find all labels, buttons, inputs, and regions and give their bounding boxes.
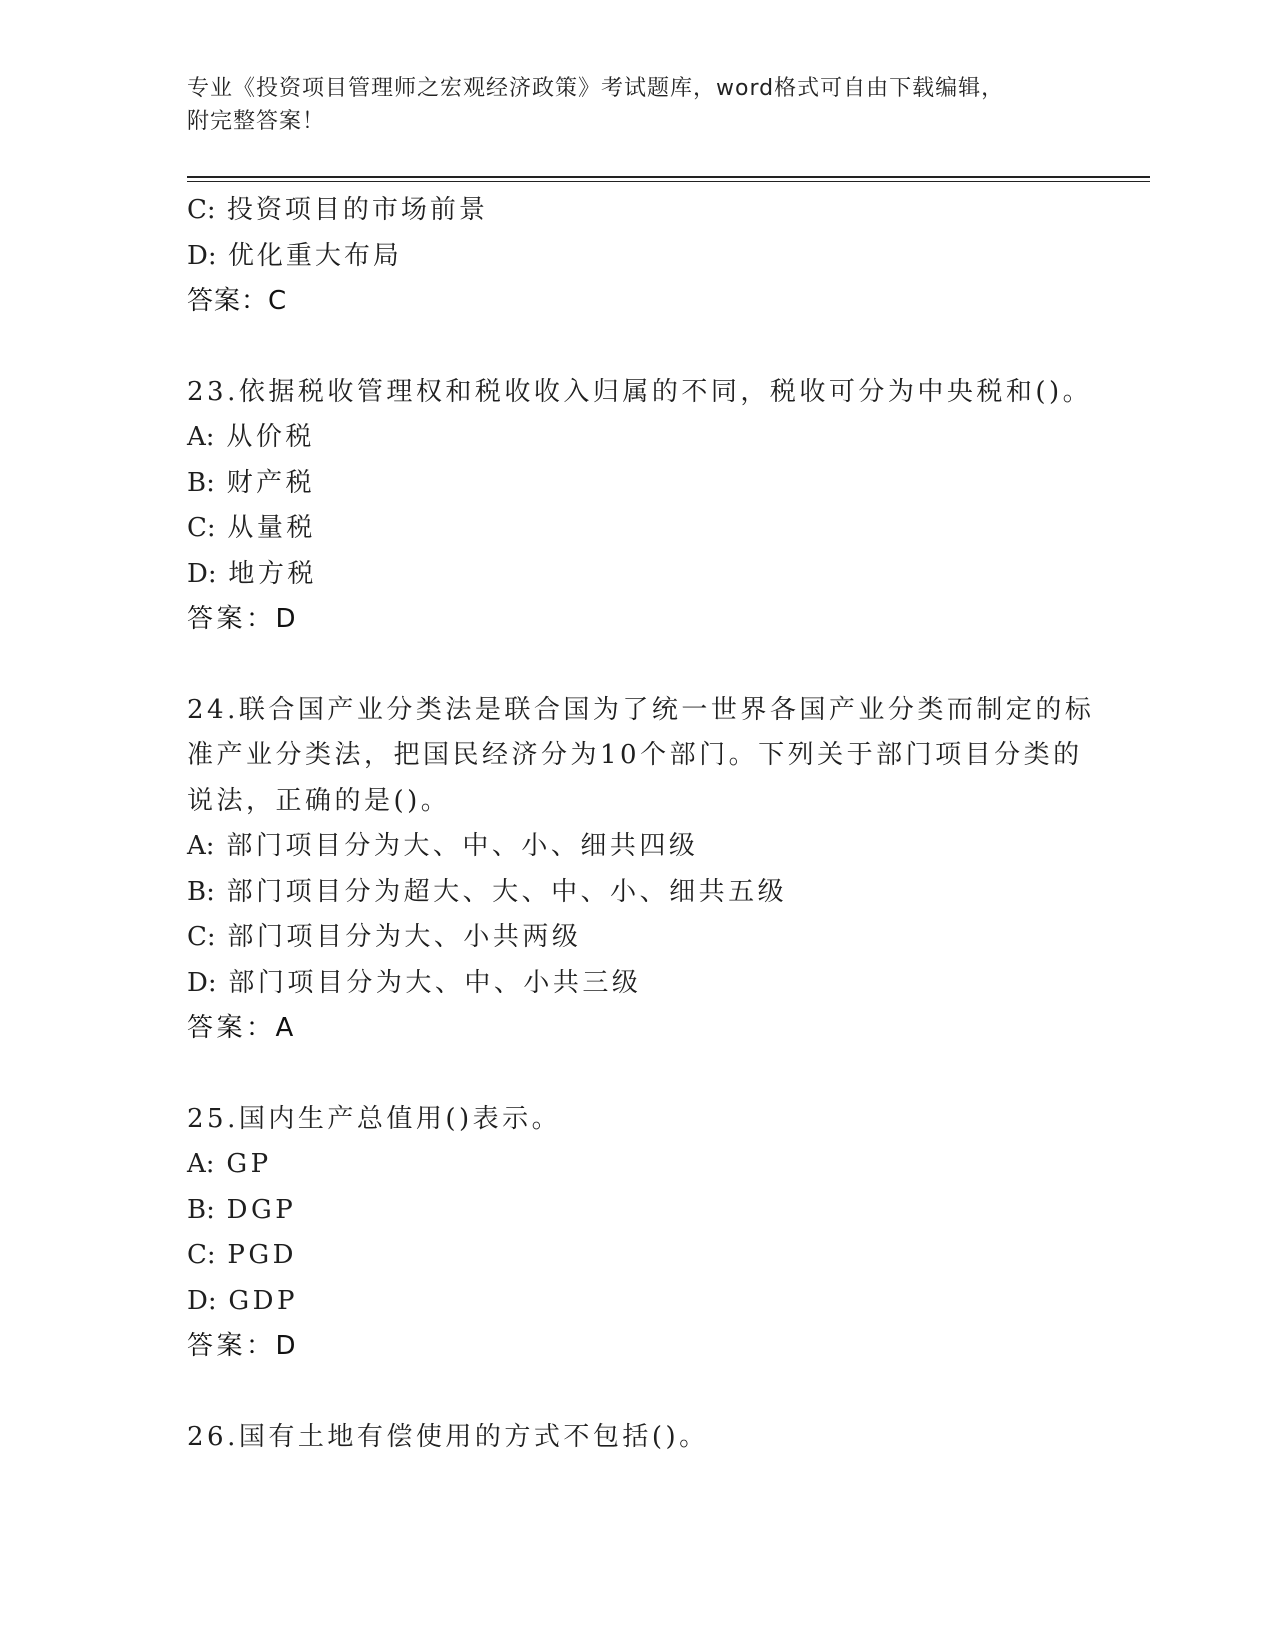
option-text: 财产税 bbox=[226, 467, 316, 498]
option-text: 部门项目分为大、中、小、细共四级 bbox=[226, 831, 699, 861]
answer-line: 答案：C bbox=[187, 286, 288, 316]
question-stem: 25.国内生产总值用()表示。 bbox=[187, 1103, 562, 1134]
option-line bbox=[187, 1233, 1087, 1279]
option-line bbox=[187, 1188, 1087, 1234]
option-line bbox=[187, 824, 1087, 870]
question-23 bbox=[187, 370, 1093, 643]
option-label: B: bbox=[187, 876, 215, 907]
header-line-1: 专业《投资项目管理师之宏观经济政策》考试题库，word格式可自由下载编辑， bbox=[187, 76, 1005, 101]
option-text: 从量税 bbox=[227, 513, 316, 543]
option-line bbox=[187, 1142, 1087, 1188]
question-stem: 准产业分类法，把国民经济分为10个部门。下列关于部门项目分类的 bbox=[187, 740, 1083, 770]
option-text: 投资项目的市场前景 bbox=[226, 195, 488, 225]
question-stem: 24.联合国产业分类法是联合国为了统一世界各国产业分类而制定的标 bbox=[187, 694, 1095, 725]
option-label: D: bbox=[187, 967, 217, 998]
option-label: A: bbox=[187, 422, 215, 452]
answer-line: 答案：D bbox=[187, 1331, 300, 1361]
option-line bbox=[187, 461, 1087, 507]
option-label: C: bbox=[187, 195, 216, 225]
option-line bbox=[187, 506, 1087, 552]
option-label: C: bbox=[187, 513, 216, 543]
option-line bbox=[187, 870, 1087, 916]
option-line bbox=[187, 234, 1087, 280]
option-text: 从价税 bbox=[226, 422, 315, 452]
option-label: B: bbox=[187, 1194, 215, 1225]
option-label: C: bbox=[187, 1240, 216, 1270]
document-header bbox=[187, 72, 1067, 138]
option-line bbox=[187, 1279, 1087, 1325]
question-24 bbox=[187, 688, 1095, 1052]
question-stem: 23.依据税收管理权和税收收入归属的不同，税收可分为中央税和()。 bbox=[187, 376, 1093, 407]
option-text: 部门项目分为大、中、小共三级 bbox=[228, 967, 642, 998]
option-label: B: bbox=[187, 467, 215, 498]
option-text: PGD bbox=[227, 1240, 298, 1270]
header-divider-thick bbox=[187, 176, 1150, 178]
question-stem: 说法，正确的是()。 bbox=[187, 785, 451, 816]
answer-line: 答案：A bbox=[187, 1013, 297, 1043]
option-line bbox=[187, 915, 1087, 961]
option-line bbox=[187, 188, 1087, 234]
question-stem: 26.国有土地有偿使用的方式不包括()。 bbox=[187, 1421, 709, 1452]
option-text: 部门项目分为超大、大、中、小、细共五级 bbox=[226, 876, 788, 907]
option-line bbox=[187, 552, 1087, 598]
option-line bbox=[187, 415, 1087, 461]
option-line bbox=[187, 961, 1087, 1007]
option-label: C: bbox=[187, 922, 216, 952]
header-divider-thin bbox=[187, 181, 1150, 182]
option-text: 地方税 bbox=[228, 558, 317, 589]
option-label: D: bbox=[187, 1285, 217, 1316]
option-text: 部门项目分为大、小共两级 bbox=[227, 922, 582, 952]
option-text: GDP bbox=[228, 1285, 298, 1316]
question-25 bbox=[187, 1097, 1087, 1370]
option-text: 优化重大布局 bbox=[227, 240, 402, 271]
option-label: A: bbox=[187, 1149, 215, 1179]
option-label: A: bbox=[187, 831, 215, 861]
question-26 bbox=[187, 1415, 1087, 1461]
answer-line: 答案：D bbox=[187, 604, 300, 634]
option-label: D: bbox=[187, 240, 217, 271]
option-text: DGP bbox=[226, 1194, 297, 1225]
option-label: D: bbox=[187, 558, 217, 589]
carryover-question bbox=[187, 188, 1087, 325]
header-line-2: 附完整答案！ bbox=[187, 109, 326, 134]
option-text: GP bbox=[226, 1149, 272, 1179]
question-content bbox=[187, 188, 1095, 1460]
